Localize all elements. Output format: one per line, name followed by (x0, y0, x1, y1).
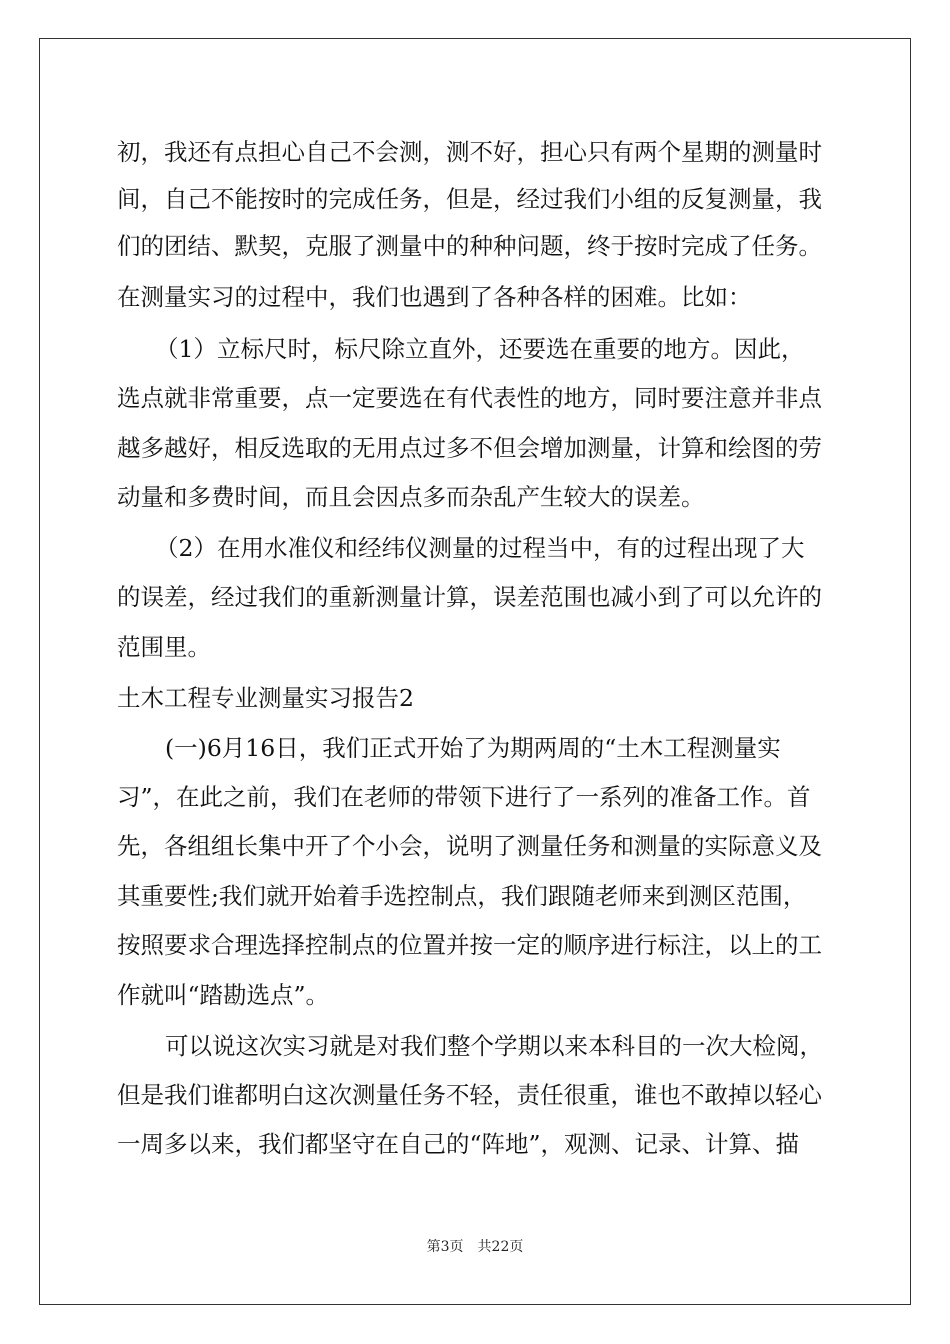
body-line: 先，各组组长集中开了个小会，说明了测量任务和测量的实际意义及 (117, 832, 822, 860)
page-number: 第3页 共22页 (426, 1239, 524, 1255)
body-line: 选点就非常重要，点一定要选在有代表性的地方，同时要注意并非点 (117, 384, 822, 412)
body-line: 其重要性;我们就开始着手选控制点，我们跟随老师来到测区范围， (117, 882, 807, 910)
body-line: 但是我们谁都明白这次测量任务不轻，责任很重，谁也不敢掉以轻心 (117, 1081, 822, 1109)
body-line: 越多越好，相反选取的无用点过多不但会增加测量，计算和绘图的劳 (117, 434, 822, 462)
body-line: （1）立标尺时，标尺除立直外，还要选在重要的地方。因此， (155, 335, 805, 363)
body-line: 动量和多费时间，而且会因点多而杂乱产生较大的误差。 (117, 483, 705, 511)
section-title: 土木工程专业测量实习报告2 (117, 684, 414, 712)
body-line: （2）在用水准仪和经纬仪测量的过程当中，有的过程出现了大 (155, 534, 805, 562)
body-line: 可以说这次实习就是对我们整个学期以来本科目的一次大检阅， (165, 1032, 823, 1060)
body-line: 初，我还有点担心自己不会测，测不好，担心只有两个星期的测量时 (117, 138, 822, 166)
body-line: 们的团结、默契，克服了测量中的种种问题，终于按时完成了任务。 (117, 232, 822, 260)
body-line: 一周多以来，我们都坚守在自己的“阵地”，观测、记录、计算、描 (117, 1130, 800, 1158)
page-border (39, 38, 911, 1305)
body-line: 的误差，经过我们的重新测量计算，误差范围也减小到了可以允许的 (117, 583, 822, 611)
body-line: 在测量实习的过程中，我们也遇到了各种各样的困难。比如： (117, 283, 752, 311)
body-line: 作就叫“踏勘选点”。 (117, 981, 330, 1009)
body-line: 范围里。 (117, 633, 211, 661)
body-line: 按照要求合理选择控制点的位置并按一定的顺序进行标注，以上的工 (117, 931, 822, 959)
body-line: 习”，在此之前，我们在老师的带领下进行了一系列的准备工作。首 (117, 783, 811, 811)
body-line: (一)6月16日，我们正式开始了为期两周的“土木工程测量实 (165, 734, 781, 762)
body-line: 间，自己不能按时的完成任务，但是，经过我们小组的反复测量，我 (117, 185, 822, 213)
